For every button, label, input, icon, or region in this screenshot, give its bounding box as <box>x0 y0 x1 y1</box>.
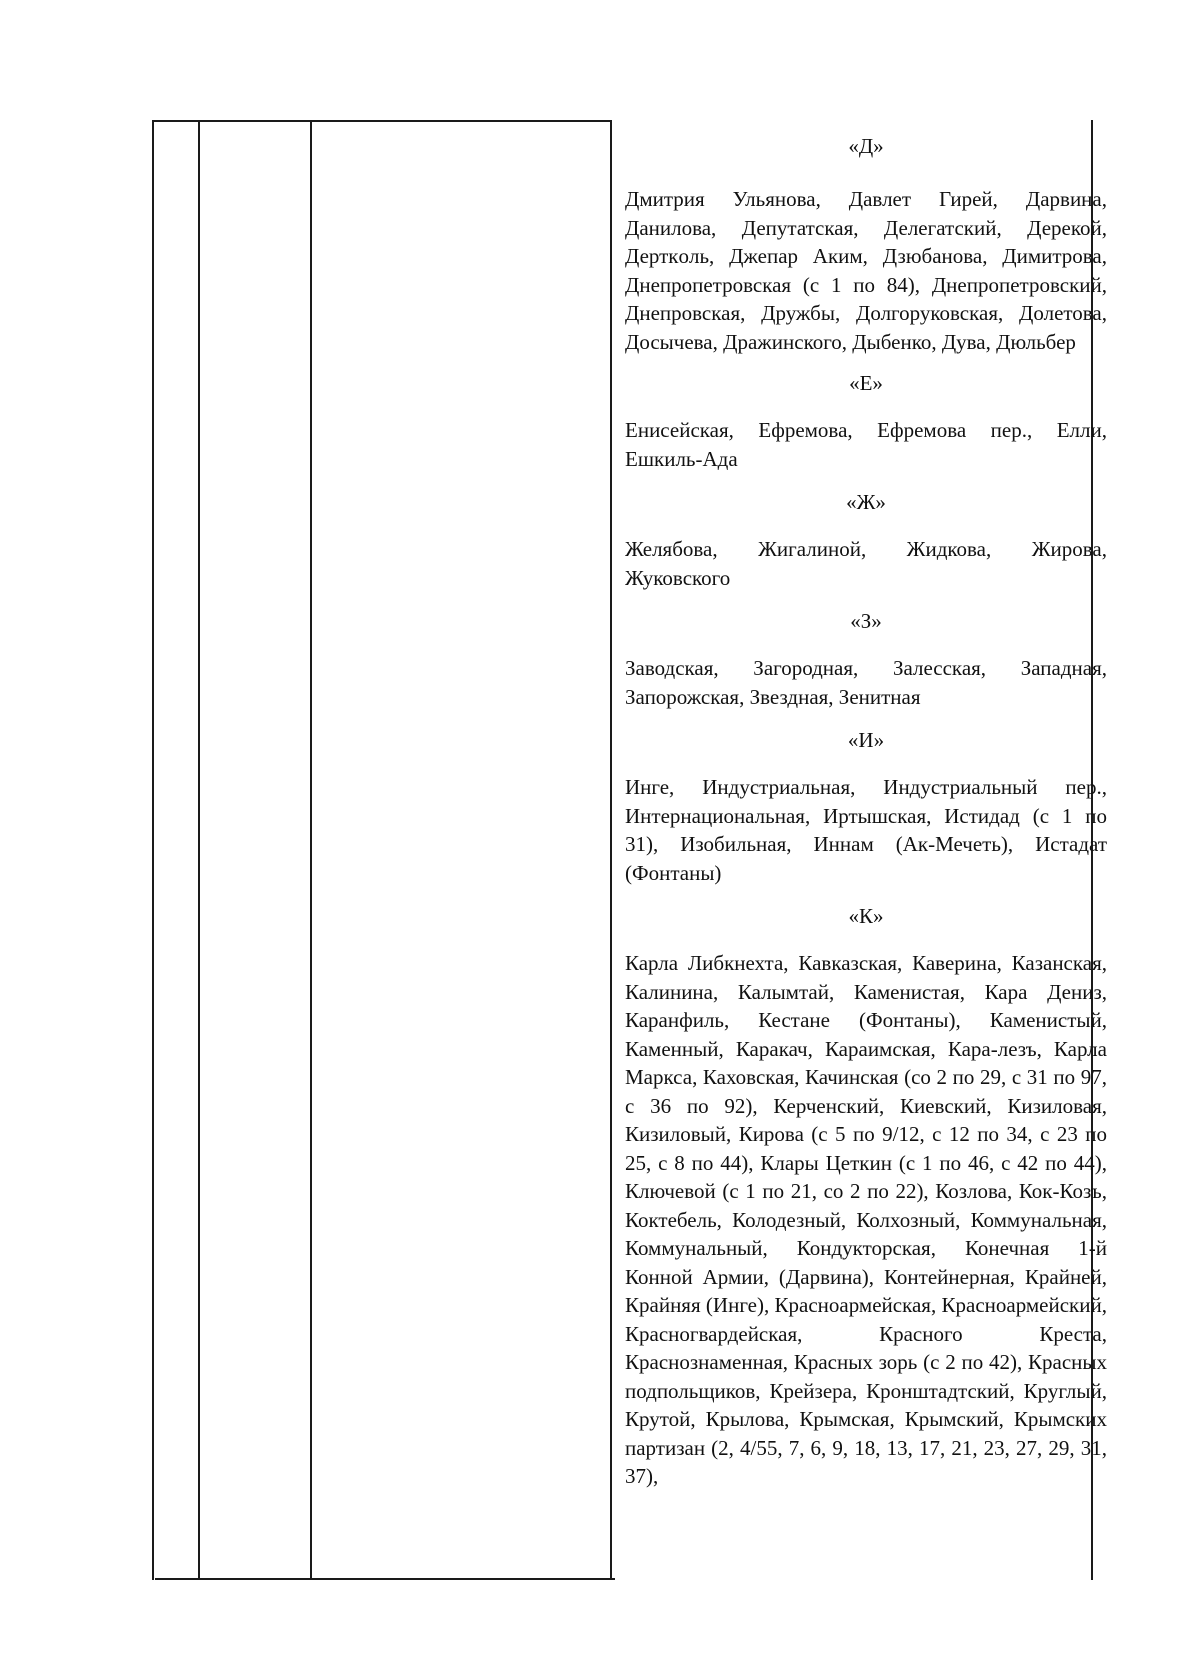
section-text-d: Дмитрия Ульянова, Давлет Гирей, Дарвина, Данилова, Депутатская, Делегатский, Дерекой, Дерткoль, Джепар Аким, Дзюбанова, Димитрова, Днепропетровская (с 1 по 84), Днепропетровский, Днепровская, Дружбы, Долгоруковская, Долетова, Досычева, Дражинского, Дыбенко, Дува, Дюльбер <box>625 187 1107 354</box>
section-heading-z: «З» <box>850 609 882 633</box>
section-heading-i: «И» <box>847 728 885 752</box>
table-column-3-left-border <box>310 120 312 1580</box>
section-heading-e: «Е» <box>849 371 883 395</box>
table-column-1-left-border <box>152 120 154 1580</box>
section-text-i: Инге, Индустриальная, Индустриальный пер., Интернациональная, Иртышская, Истидад (с 1 по 31), Изобильная, Иннам (Ак-Мечеть), Истадат (Фонтаны) <box>625 775 1107 885</box>
section-heading-d: «Д» <box>848 134 884 158</box>
section-text-k: Карла Либкнехта, Кавказская, Каверина, Казанская, Калинина, Калымтай, Каменистая, Кара Дениз, Каранфиль, Кестане (Фонтаны), Каменистый, Каменный, Каракач, Караимская, Кара-лезъ, Карла Маркса, Каховская, Качинская (со 2 по 29, с 31 по 97, с 36 по 92), Керченский, Киевский, Кизиловая, Кизиловый, Кирова (с 5 по 9/12, с 12 по 34, с 23 по 25, с 8 по 44), Клары Цеткин (с 1 по 46, с 42 по 44), Ключевой (с 1 по 21, со 2 по 22), Козлова, Кок-Козъ, Коктебель, Колодезный, Колхозный, Коммунальная, Коммунальный, Кондукторская, Конечная 1-й Конной Армии, (Дарвина), Контейнерная, Крайней, Крайняя (Инге), Красноармейская, Красноармейский, Красногвардейская, Красного Креста, Краснознаменная, Красных зорь (с 2 по 42), Красных подпольщиков, Крейзера, Кронштадтский, Круглый, Крутой, Крылова, Крымская, Крымский, Крымских партизан (2, 4/55, 7, 6, 9, 18, 13, 17, 21, 23, 27, 29, 31, 37), <box>625 951 1107 1488</box>
table-column-4-left-border <box>610 120 612 1580</box>
street-list-cell <box>625 128 1107 1491</box>
section-heading-zh: «Ж» <box>846 490 886 514</box>
section-text-e: Енисейская, Ефремова, Ефремова пер., Елли, Ешкиль-Ада <box>625 418 1107 471</box>
table-top-border <box>152 120 612 122</box>
section-heading-k: «К» <box>848 904 884 928</box>
table-bottom-border <box>155 1578 615 1580</box>
table-column-2-left-border <box>198 120 200 1580</box>
section-text-zh: Желябова, Жигалиной, Жидкова, Жирова, Жуковского <box>625 537 1107 590</box>
section-text-z: Заводская, Загородная, Залесская, Западная, Запорожская, Звездная, Зенитная <box>625 656 1107 709</box>
